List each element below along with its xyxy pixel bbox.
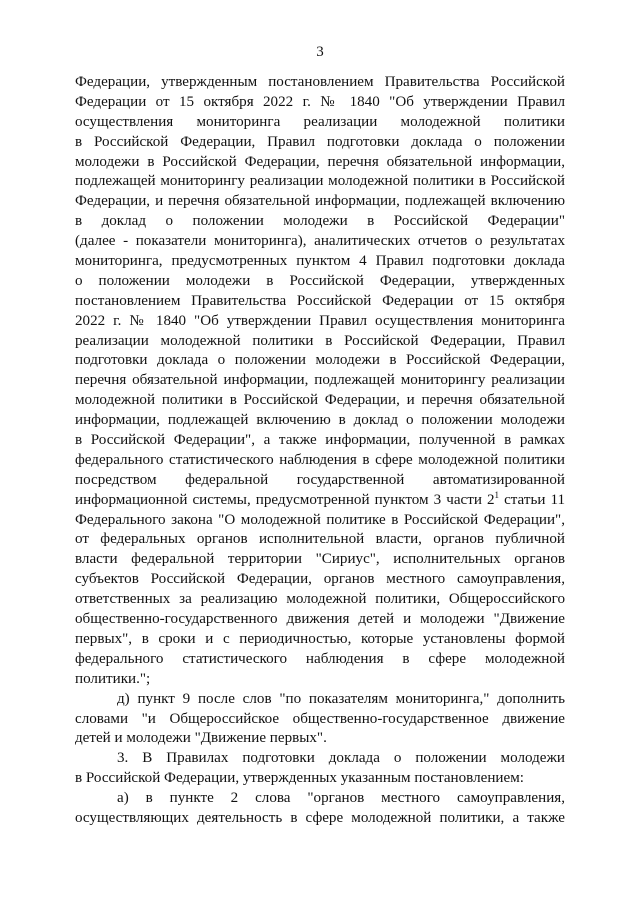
- text-line: (далее - показатели мониторинга), аналитических отчетов о результатах: [75, 233, 565, 250]
- text-line: осуществления мониторинга реализации молодежной политики: [75, 113, 565, 130]
- paragraph-3-line: 3. В Правилах подготовки доклада о положении молодежи: [117, 750, 565, 767]
- paragraph-d-line: словами "и Общероссийское общественно-государственное движение: [75, 710, 565, 727]
- text-line: о положении молодежи в Российской Федерации, утвержденных: [75, 272, 565, 289]
- text-line: субъектов Российской Федерации, органов местного самоуправления,: [75, 571, 565, 588]
- text-line: подлежащей мониторингу реализации молодежной политики в Российской: [75, 173, 565, 190]
- sup-line-before: информационной системы, предусмотренной пунктом 3 части 2: [75, 491, 495, 508]
- text-line: перечня обязательной информации, подлежащей мониторингу реализации: [75, 372, 565, 389]
- sup-line-after: статьи 11: [499, 491, 565, 508]
- text-line: 2022 г. № 1840 "Об утверждении Правил осуществления мониторинга: [75, 312, 565, 329]
- paragraph-d-line: д) пункт 9 после слов "по показателям мониторинга," дополнить: [117, 690, 565, 707]
- text-line: власти федеральной территории "Сириус", исполнительных органов: [75, 551, 565, 568]
- text-line: в Российской Федерации", а также информации, полученной в рамках: [75, 432, 565, 449]
- paragraph-a-line: а) в пункте 2 слова "органов местного самоуправления,: [117, 790, 565, 807]
- page-number: 3: [316, 44, 324, 60]
- paragraph-d-line: детей и молодежи "Движение первых".: [75, 730, 327, 747]
- text-line: в Российской Федерации, Правил подготовки доклада о положении: [75, 133, 565, 150]
- text-line: общественно-государственного движения детей и молодежи "Движение: [75, 611, 565, 628]
- text-line: посредством федеральной государственной автоматизированной: [75, 471, 565, 488]
- text-line: реализации молодежной политики в Российской Федерации, Правил: [75, 332, 565, 349]
- text-line: ответственных за реализацию молодежной политики, Общероссийского: [75, 591, 565, 608]
- text-line: молодежи в Российской Федерации, перечня обязательной информации,: [75, 153, 565, 170]
- text-line: политики.";: [75, 670, 151, 687]
- paragraph-3-line: в Российской Федерации, утвержденных указанным постановлением:: [75, 770, 524, 787]
- text-line: мониторинга, предусмотренных пунктом 4 Правил подготовки доклада: [75, 253, 565, 270]
- document-body: [75, 73, 565, 829]
- text-line: Федерации от 15 октября 2022 г. № 1840 "Об утверждении Правил: [75, 93, 565, 110]
- text-line: федерального статистического наблюдения в сфере молодежной: [75, 650, 565, 667]
- text-line: Федерального закона "О молодежной политике в Российской Федерации",: [75, 511, 565, 528]
- text-line: в доклад о положении молодежи в Российской Федерации": [75, 213, 565, 230]
- text-line: информации, подлежащей включению в доклад о положении молодежи: [75, 412, 565, 429]
- text-line-with-superscript: [75, 491, 565, 511]
- text-line: Федерации, утвержденным постановлением Правительства Российской: [75, 74, 565, 90]
- text-line: первых", в сроки и с периодичностью, которые установлены формой: [75, 630, 565, 647]
- text-line: подготовки доклада о положении молодежи в Российской Федерации,: [75, 352, 565, 369]
- superscript: 1: [494, 490, 500, 500]
- paragraph-a-line: осуществляющих деятельность в сфере молодежной политики, а также: [75, 809, 565, 826]
- text-line: Федерации, и перечня обязательной информации, подлежащей включению: [75, 193, 565, 210]
- text-line: федерального статистического наблюдения в сфере молодежной политики: [75, 451, 565, 468]
- text-line: от федеральных органов исполнительной власти, органов публичной: [75, 531, 565, 548]
- text-line: молодежной политики в Российской Федерации, и перечня обязательной: [75, 392, 565, 409]
- text-line: постановлением Правительства Российской Федерации от 15 октября: [75, 292, 565, 309]
